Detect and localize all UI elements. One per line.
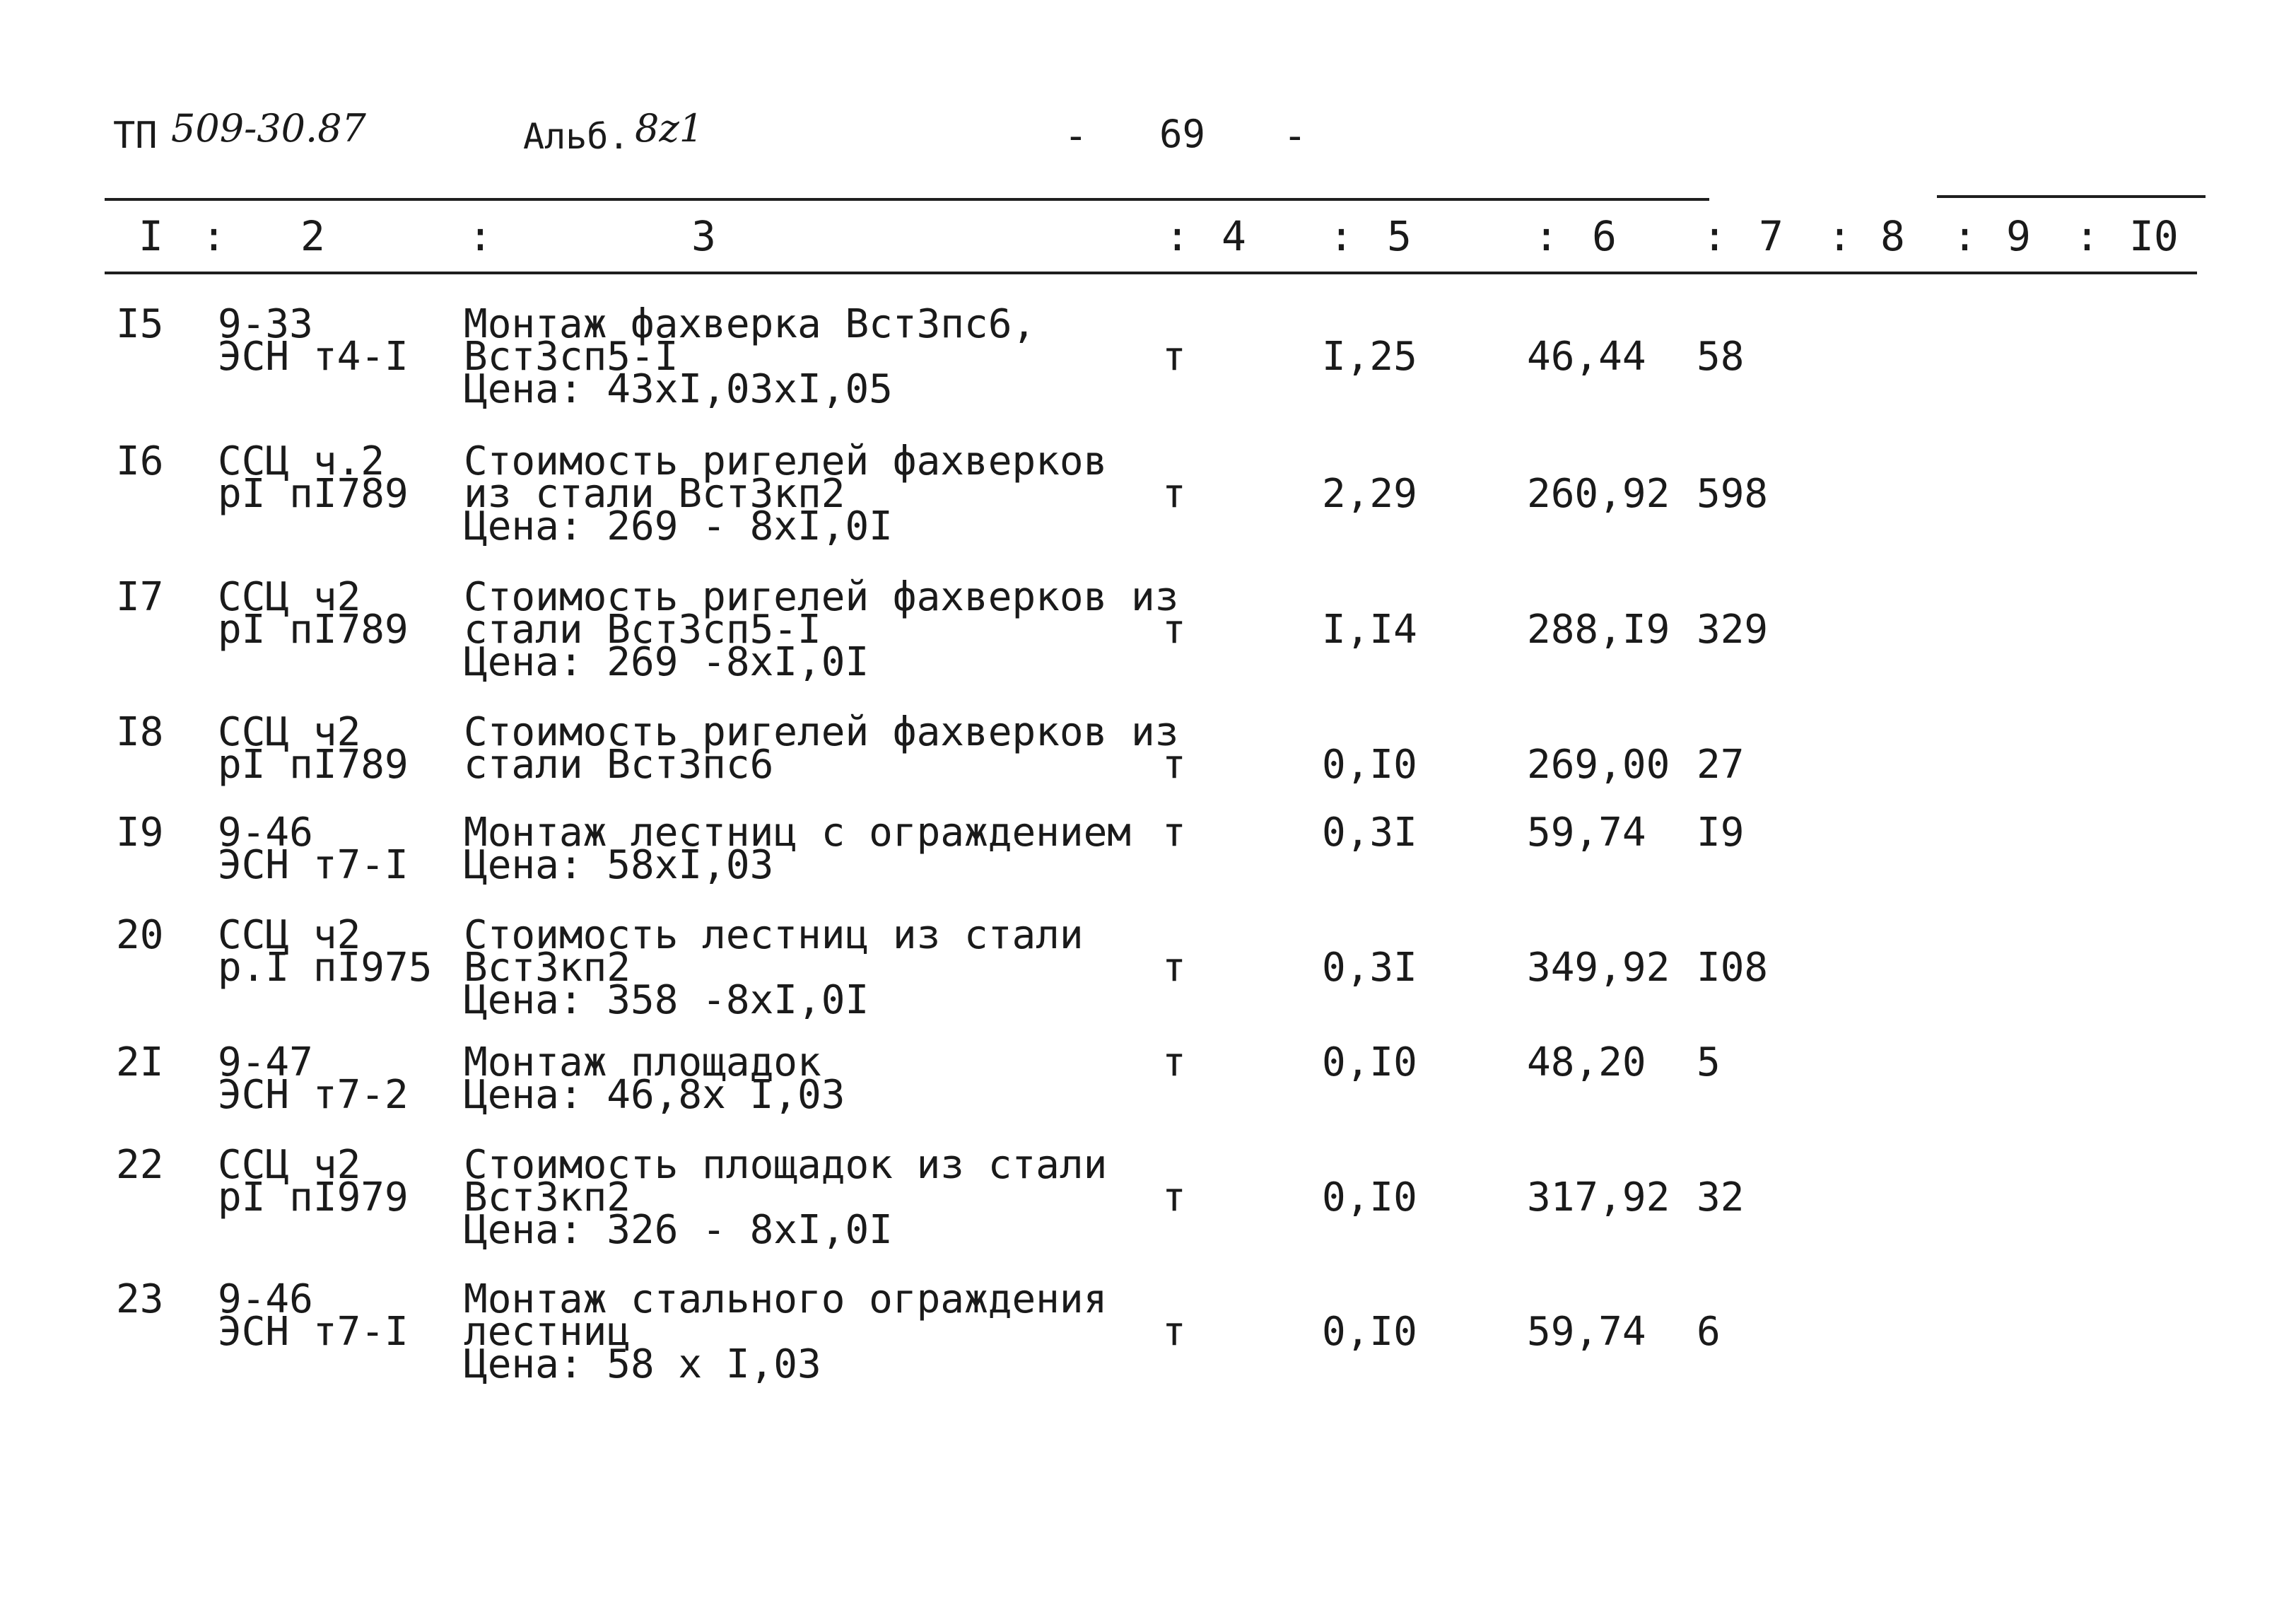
work-description	[464, 810, 1132, 888]
work-description-line: стали ВстЗпс6	[464, 742, 774, 788]
work-description-line: Цена: 58 х I,03	[464, 1341, 821, 1387]
rate-reference-line: ЭСН т7-I	[218, 842, 409, 888]
work-description-line: Стоимость ригелей фахверков из	[464, 709, 1179, 755]
rate-reference	[218, 301, 409, 380]
rate-reference-line: р.I пI975	[218, 945, 433, 991]
page-number: 69	[1159, 112, 1206, 156]
row-number: I9	[116, 810, 164, 856]
total-cost: 27	[1697, 742, 1745, 788]
album-handwritten: 8z1	[635, 106, 704, 151]
unit-of-measure: т	[1162, 1309, 1186, 1355]
rate-reference-line: рI пI789	[218, 742, 409, 788]
page-header	[113, 106, 2163, 163]
col-separator: :	[1952, 212, 1977, 260]
rate-reference-line: 9-46	[218, 1276, 313, 1322]
rate-reference-line: рI пI979	[218, 1174, 409, 1220]
unit-price: 349,92	[1527, 945, 1670, 991]
work-description-line: Цена: 326 - 8хI,0I	[464, 1207, 893, 1253]
col-separator: :	[468, 212, 493, 260]
row-number: 20	[116, 912, 164, 958]
col-5-label: 5	[1387, 212, 1412, 260]
rate-reference-line: ССЦ ч.2	[218, 438, 385, 484]
col-separator: :	[1827, 212, 1852, 260]
doc-code-handwritten: 509-30.87	[171, 106, 366, 151]
rate-reference	[218, 912, 433, 991]
doc-code-prefix: ТП	[113, 115, 158, 157]
rate-reference-line: ЭСН т4-I	[218, 334, 409, 380]
album-prefix: Альб.	[523, 116, 630, 157]
work-description-line: Стоимость площадок из стали	[464, 1142, 1108, 1188]
work-description-line: Стоимость ригелей фахверков из	[464, 574, 1179, 620]
total-cost: 598	[1697, 471, 1769, 517]
row-number: I7	[116, 574, 164, 620]
work-description-line: ВстЗсп5-I	[464, 334, 679, 380]
work-description	[464, 709, 1179, 788]
unit-of-measure: т	[1162, 471, 1186, 517]
col-separator: :	[2075, 212, 2099, 260]
col-separator: :	[1165, 212, 1190, 260]
row-number: 22	[116, 1142, 164, 1188]
work-description	[464, 912, 1084, 1023]
rate-reference-line: ЭСН т7-2	[218, 1072, 409, 1118]
quantity: 0,3I	[1322, 945, 1417, 991]
work-description-line: Монтаж площадок	[464, 1039, 821, 1085]
rate-reference-line: 9-33	[218, 301, 313, 347]
work-description-line: Цена: 269 -8хI,0I	[464, 639, 869, 685]
rate-reference-line: рI пI789	[218, 607, 409, 653]
total-cost: I08	[1697, 945, 1769, 991]
work-description-line: Монтаж фахверка ВстЗпс6,	[464, 301, 1036, 347]
work-description-line: ВстЗкп2	[464, 945, 631, 991]
col-9-label: 9	[2006, 212, 2031, 260]
total-cost: 58	[1697, 334, 1745, 380]
top-rule-left	[105, 198, 1709, 201]
total-cost: 32	[1697, 1174, 1745, 1220]
unit-price: 288,I9	[1527, 607, 1670, 653]
rate-reference-line: ЭСН т7-I	[218, 1309, 409, 1355]
page-dash-right: -	[1283, 113, 1307, 159]
work-description-line: Цена: 358 -8хI,0I	[464, 977, 869, 1023]
unit-of-measure: т	[1162, 334, 1186, 380]
col-10-label: I0	[2129, 212, 2179, 260]
rate-reference	[218, 1039, 409, 1118]
col-separator: :	[1534, 212, 1559, 260]
work-description	[464, 301, 1036, 412]
rate-reference	[218, 438, 409, 517]
rate-reference	[218, 709, 409, 788]
work-description-line: Цена: 46,8х I,03	[464, 1072, 845, 1118]
work-description	[464, 438, 1108, 549]
col-2-label: 2	[300, 212, 325, 260]
total-cost: I9	[1697, 810, 1745, 856]
work-description	[464, 1039, 845, 1118]
total-cost: 6	[1697, 1309, 1721, 1355]
row-number: I8	[116, 709, 164, 755]
rate-reference	[218, 1276, 409, 1355]
quantity: 0,I0	[1322, 1039, 1417, 1085]
top-rule-right	[1937, 195, 2206, 198]
unit-price: 48,20	[1527, 1039, 1646, 1085]
work-description-line: Стоимость ригелей фахверков	[464, 438, 1108, 484]
row-number: 2I	[116, 1039, 164, 1085]
unit-price: 59,74	[1527, 810, 1646, 856]
work-description-line: Монтаж лестниц с ограждением	[464, 810, 1132, 856]
work-description	[464, 574, 1179, 685]
col-6-label: 6	[1592, 212, 1617, 260]
rate-reference-line: ССЦ ч2	[218, 709, 361, 755]
rate-reference	[218, 810, 409, 888]
total-cost: 329	[1697, 607, 1769, 653]
work-description-line: стали ВстЗсп5-I	[464, 607, 821, 653]
row-number: 23	[116, 1276, 164, 1322]
row-number: I5	[116, 301, 164, 347]
work-description	[464, 1276, 1108, 1387]
column-header-row	[0, 212, 2296, 262]
quantity: 0,I0	[1322, 1174, 1417, 1220]
quantity: I,25	[1322, 334, 1417, 380]
quantity: 0,I0	[1322, 742, 1417, 788]
quantity: 0,I0	[1322, 1309, 1417, 1355]
page-dash-left: -	[1064, 113, 1088, 159]
unit-price: 269,00	[1527, 742, 1670, 788]
unit-price: 59,74	[1527, 1309, 1646, 1355]
rate-reference	[218, 1142, 409, 1220]
work-description-line: ВстЗкп2	[464, 1174, 631, 1220]
quantity: 0,3I	[1322, 810, 1417, 856]
col-separator: :	[201, 212, 226, 260]
col-7-label: 7	[1759, 212, 1784, 260]
unit-of-measure: т	[1162, 1039, 1186, 1085]
work-description-line: Цена: 43хI,03хI,05	[464, 366, 893, 412]
rate-reference-line: 9-47	[218, 1039, 313, 1085]
col-separator: :	[1329, 212, 1354, 260]
rate-reference-line: ССЦ ч2	[218, 574, 361, 620]
unit-of-measure: т	[1162, 742, 1186, 788]
unit-of-measure: т	[1162, 810, 1186, 856]
work-description-line: Монтаж стального ограждения	[464, 1276, 1108, 1322]
unit-of-measure: т	[1162, 607, 1186, 653]
row-number: I6	[116, 438, 164, 484]
quantity: 2,29	[1322, 471, 1417, 517]
work-description-line: лестниц	[464, 1309, 631, 1355]
total-cost: 5	[1697, 1039, 1721, 1085]
unit-price: 317,92	[1527, 1174, 1670, 1220]
col-4-label: 4	[1222, 212, 1246, 260]
work-description-line: Стоимость лестниц из стали	[464, 912, 1084, 958]
unit-price: 260,92	[1527, 471, 1670, 517]
work-description-line: Цена: 269 - 8хI,0I	[464, 503, 893, 549]
col-separator: :	[1702, 212, 1727, 260]
rate-reference	[218, 574, 409, 653]
rate-reference-line: ССЦ ч2	[218, 912, 361, 958]
unit-price: 46,44	[1527, 334, 1646, 380]
work-description	[464, 1142, 1108, 1253]
col-1-label: I	[139, 212, 163, 260]
col-3-label: 3	[691, 212, 716, 260]
rate-reference-line: рI пI789	[218, 471, 409, 517]
quantity: I,I4	[1322, 607, 1417, 653]
work-description-line: Цена: 58хI,03	[464, 842, 774, 888]
work-description-line: из стали ВстЗкп2	[464, 471, 845, 517]
unit-of-measure: т	[1162, 945, 1186, 991]
header-bottom-rule	[105, 272, 2197, 274]
unit-of-measure: т	[1162, 1174, 1186, 1220]
rate-reference-line: ССЦ ч2	[218, 1142, 361, 1188]
col-8-label: 8	[1880, 212, 1905, 260]
rate-reference-line: 9-46	[218, 810, 313, 856]
